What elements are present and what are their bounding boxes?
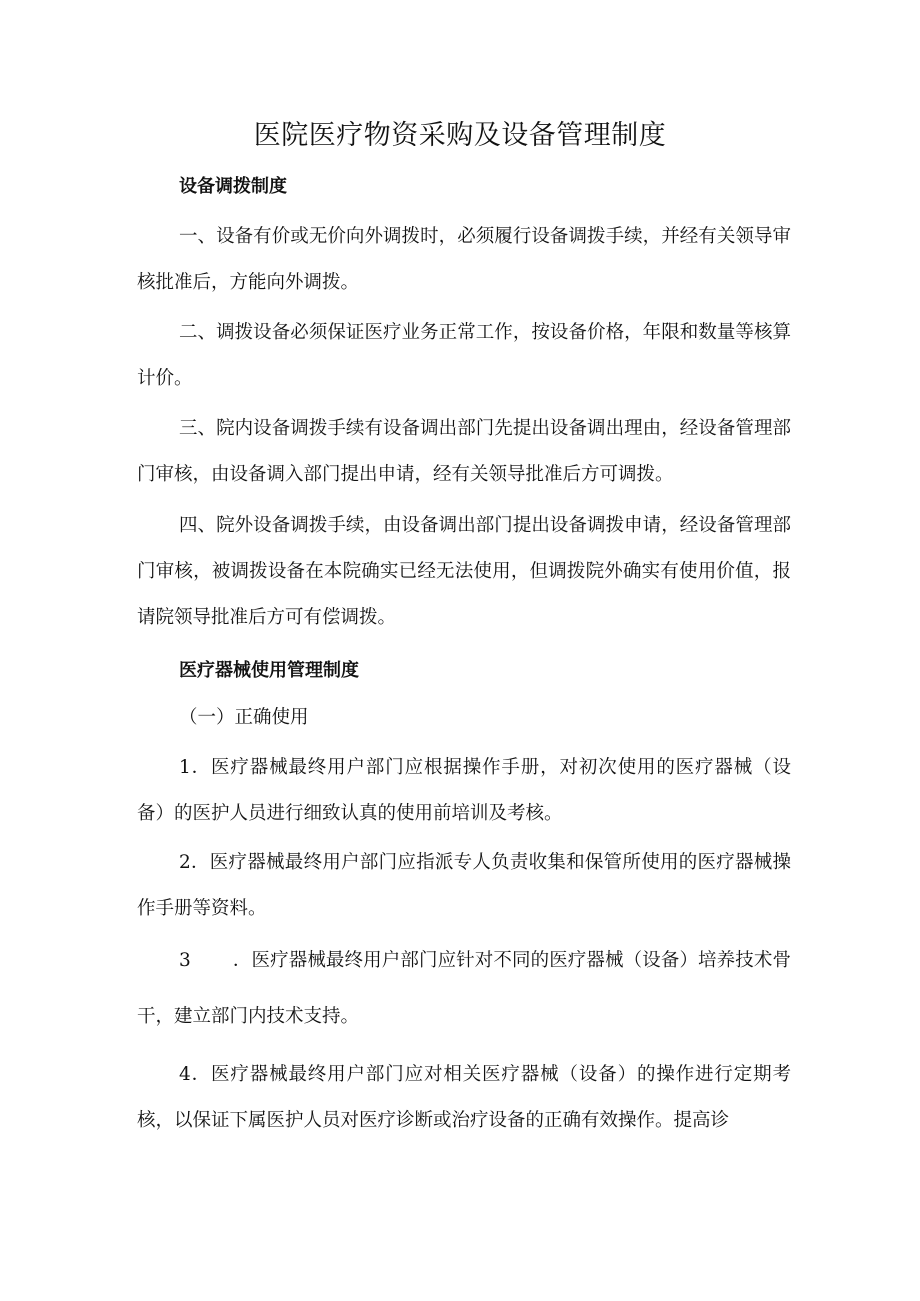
list-item-3 — [137, 933, 791, 1045]
section-heading-equipment-transfer: 设备调拨制度 — [179, 176, 287, 197]
paragraph-transfer-4: 四、院外设备调拨手续，由设备调出部门提出设备调拨申请，经设备管理部门审核，被调拨设备在本院确实已经无法使用，但调拨院外确实有使用价值，报请院领导批准后方可有偿调拨。 — [137, 515, 791, 628]
paragraph-transfer-1: 一、设备有价或无价向外调拨时，必须履行设备调拨手续，并经有关领导审核批准后，方能向外调拨。 — [137, 226, 791, 293]
list-item-2: 2．医疗器械最终用户部门应指派专人负责收集和保管所使用的医疗器械操作手册等资料。 — [137, 852, 791, 919]
list-item-4: 4．医疗器械最终用户部门应对相关医疗器械（设备）的操作进行定期考核，以保证下属医护人员对医疗诊断或治疗设备的正确有效操作。提高诊 — [137, 1064, 791, 1131]
paragraph-transfer-2: 二、调拨设备必须保证医疗业务正常工作，按设备价格，年限和数量等核算计价。 — [137, 322, 791, 389]
paragraph-transfer-3: 三、院内设备调拨手续有设备调出部门先提出设备调出理由，经设备管理部门审核，由设备调入部门提出申请，经有关领导批准后方可调拨。 — [137, 418, 791, 485]
list-item-3-number: 3 — [179, 950, 191, 971]
section-heading-device-usage: 医疗器械使用管理制度 — [179, 660, 359, 681]
subheading-correct-use: （一）正确使用 — [179, 707, 309, 728]
document-title: 医院医疗物资采购及设备管理制度 — [253, 120, 667, 151]
list-item-3-text: ．医疗器械最终用户部门应针对不同的医疗器械（设备）培养技术骨干，建立部门内技术支持。 — [137, 950, 791, 1027]
list-item-1: 1．医疗器械最终用户部门应根据操作手册，对初次使用的医疗器械（设备）的医护人员进行细致认真的使用前培训及考核。 — [137, 757, 791, 824]
